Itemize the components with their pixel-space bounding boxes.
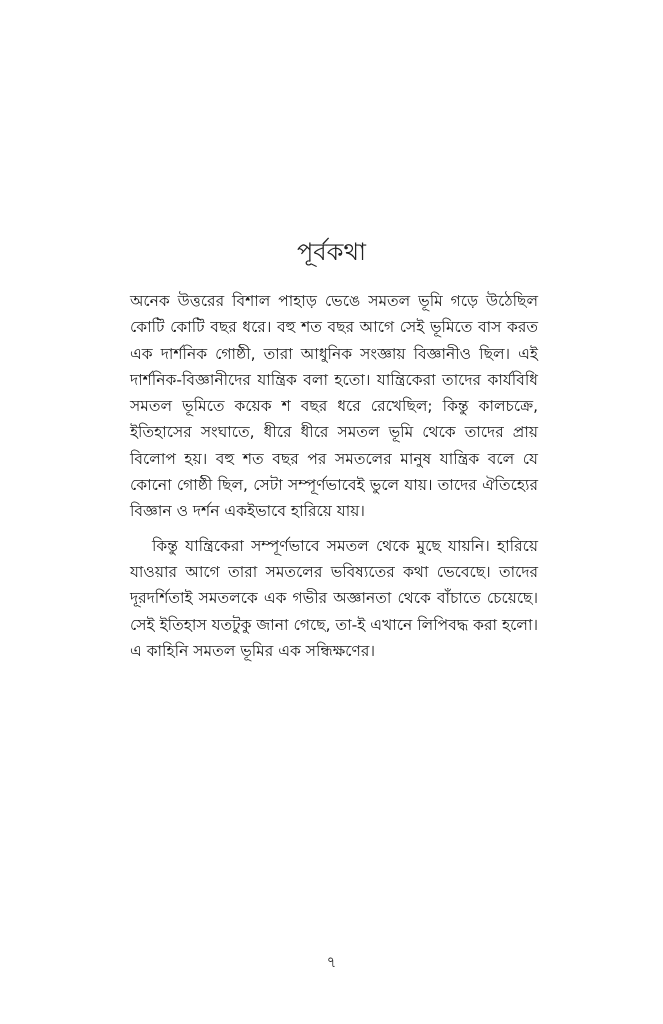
paragraph-2: কিন্তু যান্ত্রিকেরা সম্পূর্ণভাবে সমতল থেকে মুছে যায়নি। হারিয়ে যাওয়ার আগে তারা সমতলের ভবিষ্যতের কথা ভেবেছে। তাদের দূরদর্শিতাই সমতলকে এক গভীর অজ্ঞানতা থেকে বাঁচাতে চেয়েছে। সেই ইতিহাস যতটুকু জানা গেছে, তা-ই এখানে লিপিবদ্ধ করা হলো। এ কাহিনি সমতল ভূমির এক সন্ধিক্ষণের। xyxy=(130,536,538,660)
paragraph-1: অনেক উত্তরের বিশাল পাহাড় ভেঙে সমতল ভূমি গড়ে উঠেছিল কোটি কোটি বছর ধরে। বহু শত বছর আগে সেই ভূমিতে বাস করত এক দার্শনিক গোষ্ঠী, তারা আধুনিক সংজ্ঞায় বিজ্ঞানীও ছিল। এই দার্শনিক-বিজ্ঞানীদের যান্ত্রিক বলা হতো। যান্ত্রিকেরা তাদের কার্যবিধি সমতল ভূমিতে কয়েক শ বছর ধরে রেখেছিল; কিন্তু কালচক্রে, ইতিহাসের সংঘাতে, ধীরে ধীরে সমতল ভূমি থেকে তাদের প্রায় বিলোপ হয়। বহু শত বছর পর সমতলের মানুষ যান্ত্রিক বলে যে কোনো গোষ্ঠী ছিল, সেটা সম্পূর্ণভাবেই ভুলে যায়। তাদের ঐতিহ্যের বিজ্ঞান ও দর্শন একইভাবে হারিয়ে যায়। xyxy=(130,292,538,521)
page-title: পূর্বকথা xyxy=(297,238,366,266)
body-text xyxy=(130,288,538,664)
page-number: ৭ xyxy=(326,953,337,971)
